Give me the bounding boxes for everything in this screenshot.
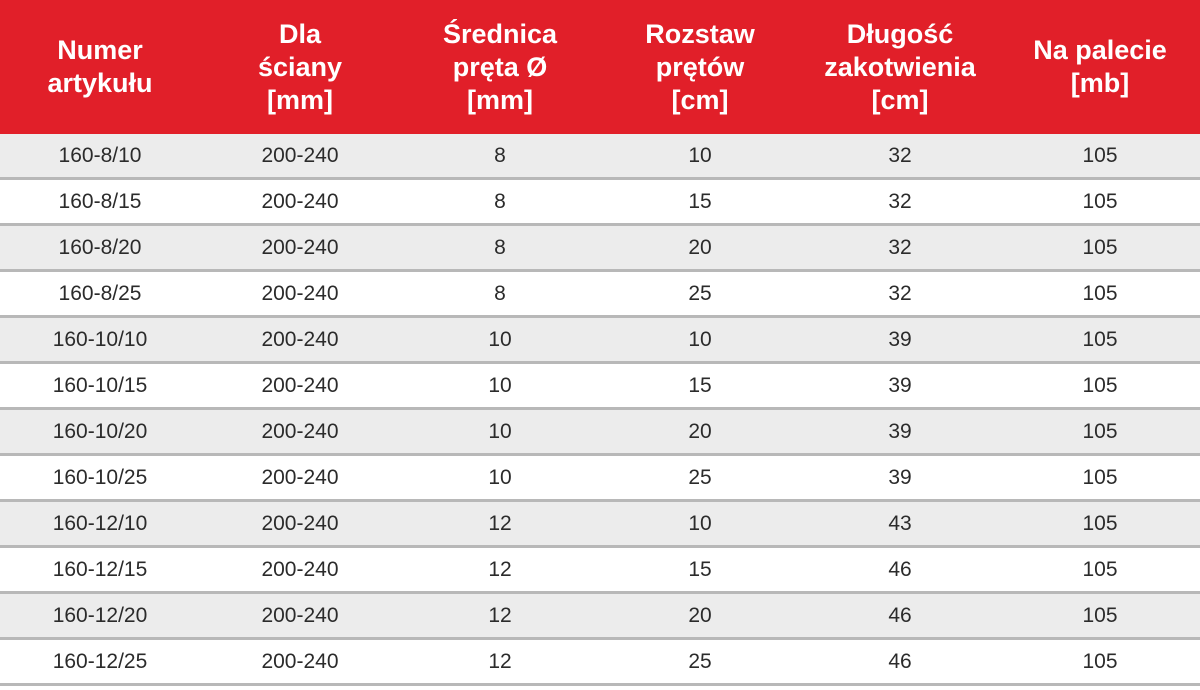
cell-per-pallet: 105 [1082, 189, 1118, 213]
cell-wall-thickness: 200-240 [261, 465, 339, 489]
cell-anchorage-length: 39 [888, 465, 912, 489]
cell-bar-diameter: 10 [488, 327, 512, 351]
table-row [0, 318, 1200, 364]
cell-article-number: 160-12/20 [52, 603, 148, 627]
cell-bar-spacing: 15 [688, 189, 712, 213]
cell-article-number: 160-8/15 [58, 189, 142, 213]
cell-anchorage-length: 46 [888, 649, 912, 673]
cell-bar-spacing: 25 [688, 465, 712, 489]
cell-article-number: 160-8/25 [58, 281, 142, 305]
cell-anchorage-length: 32 [888, 143, 912, 167]
cell-wall-thickness: 200-240 [261, 511, 339, 535]
cell-article-number: 160-8/20 [58, 235, 142, 259]
cell-article-number: 160-10/10 [52, 327, 148, 351]
cell-per-pallet: 105 [1082, 143, 1118, 167]
cell-bar-spacing: 20 [688, 235, 712, 259]
cell-per-pallet: 105 [1082, 373, 1118, 397]
cell-wall-thickness: 200-240 [261, 649, 339, 673]
cell-anchorage-length: 32 [888, 281, 912, 305]
table-row [0, 180, 1200, 226]
cell-anchorage-length: 39 [888, 373, 912, 397]
cell-anchorage-length: 32 [888, 235, 912, 259]
header-wall-thickness: Dla ściany [mm] [257, 18, 343, 115]
header-bar-diameter: Średnica pręta Ø [mm] [442, 18, 558, 115]
cell-bar-diameter: 12 [488, 511, 512, 535]
cell-bar-spacing: 25 [688, 649, 712, 673]
table-row [0, 502, 1200, 548]
header-per-pallet: Na palecie [mb] [1033, 35, 1167, 98]
cell-bar-diameter: 12 [488, 603, 512, 627]
cell-per-pallet: 105 [1082, 327, 1118, 351]
table-row [0, 548, 1200, 594]
cell-wall-thickness: 200-240 [261, 373, 339, 397]
cell-wall-thickness: 200-240 [261, 281, 339, 305]
header-article-number: Numer artykułu [47, 35, 153, 98]
cell-bar-diameter: 8 [494, 235, 506, 259]
cell-bar-diameter: 12 [488, 649, 512, 673]
header-anchorage-length: Długość zakotwienia [cm] [824, 18, 976, 115]
cell-bar-spacing: 10 [688, 511, 712, 535]
cell-wall-thickness: 200-240 [261, 603, 339, 627]
cell-wall-thickness: 200-240 [261, 235, 339, 259]
cell-article-number: 160-12/10 [52, 511, 148, 535]
table-header [0, 0, 1200, 134]
table-row [0, 134, 1200, 180]
cell-bar-spacing: 20 [688, 419, 712, 443]
cell-article-number: 160-12/25 [52, 649, 148, 673]
cell-wall-thickness: 200-240 [261, 419, 339, 443]
cell-anchorage-length: 39 [888, 327, 912, 351]
table-row [0, 410, 1200, 456]
cell-article-number: 160-10/20 [52, 419, 148, 443]
cell-bar-diameter: 8 [494, 281, 506, 305]
cell-bar-diameter: 8 [494, 143, 506, 167]
cell-bar-diameter: 10 [488, 465, 512, 489]
cell-bar-spacing: 25 [688, 281, 712, 305]
table-row [0, 640, 1200, 686]
table-body [0, 134, 1200, 690]
cell-per-pallet: 105 [1082, 557, 1118, 581]
cell-bar-diameter: 8 [494, 189, 506, 213]
cell-bar-spacing: 10 [688, 327, 712, 351]
cell-wall-thickness: 200-240 [261, 143, 339, 167]
cell-wall-thickness: 200-240 [261, 557, 339, 581]
cell-wall-thickness: 200-240 [261, 327, 339, 351]
cell-per-pallet: 105 [1082, 235, 1118, 259]
table-row [0, 594, 1200, 640]
cell-article-number: 160-8/10 [58, 143, 142, 167]
cell-anchorage-length: 32 [888, 189, 912, 213]
cell-per-pallet: 105 [1082, 603, 1118, 627]
table-row [0, 456, 1200, 502]
cell-article-number: 160-12/15 [52, 557, 148, 581]
cell-per-pallet: 105 [1082, 281, 1118, 305]
cell-anchorage-length: 46 [888, 557, 912, 581]
cell-anchorage-length: 46 [888, 603, 912, 627]
cell-per-pallet: 105 [1082, 419, 1118, 443]
cell-per-pallet: 105 [1082, 649, 1118, 673]
cell-bar-spacing: 10 [688, 143, 712, 167]
cell-bar-diameter: 10 [488, 419, 512, 443]
cell-bar-spacing: 15 [688, 373, 712, 397]
cell-article-number: 160-10/15 [52, 373, 148, 397]
cell-bar-diameter: 12 [488, 557, 512, 581]
cell-article-number: 160-10/25 [52, 465, 148, 489]
cell-per-pallet: 105 [1082, 511, 1118, 535]
cell-anchorage-length: 39 [888, 419, 912, 443]
cell-per-pallet: 105 [1082, 465, 1118, 489]
table-row [0, 272, 1200, 318]
header-bar-spacing: Rozstaw prętów [cm] [645, 18, 755, 115]
cell-anchorage-length: 43 [888, 511, 912, 535]
cell-bar-diameter: 10 [488, 373, 512, 397]
table-row [0, 364, 1200, 410]
table-row [0, 226, 1200, 272]
cell-bar-spacing: 15 [688, 557, 712, 581]
cell-bar-spacing: 20 [688, 603, 712, 627]
cell-wall-thickness: 200-240 [261, 189, 339, 213]
